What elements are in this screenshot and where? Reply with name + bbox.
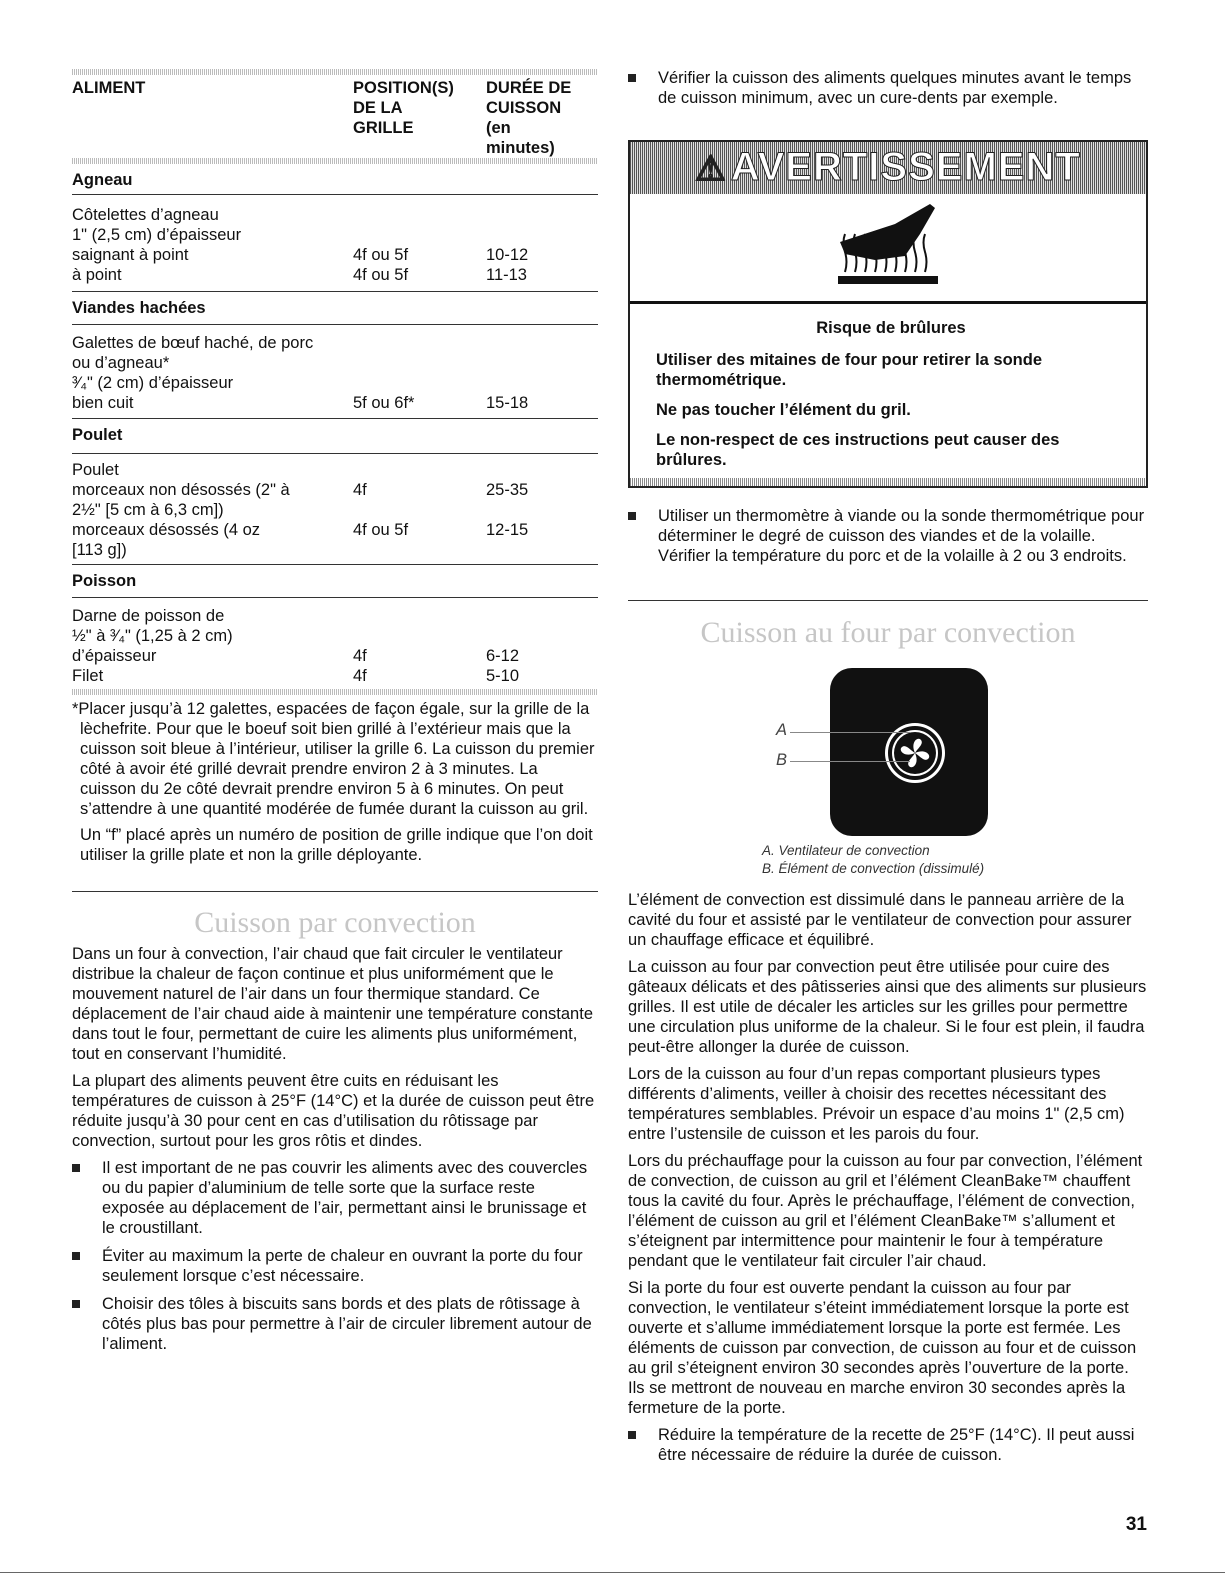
page-bottom-rule (0, 1572, 1225, 1573)
bullet-item: Réduire la température de la recette de 25°F (14°C). Il peut aussi être nécessaire de réduire la durée de cuisson. (628, 1425, 1148, 1465)
bullet-square-icon (72, 1252, 80, 1260)
footnote-star: *Placer jusqu’à 12 galettes, espacées de façon égale, sur la grille de la lèchefrite. Pour que le boeuf soit bien grillé à l’extérieur mais que la cuisson soit bleue à l’intérieur, utiliser la grille 6. La cuisson du premier côté à avoir été grillé devrait prendre environ 2 à 3 minutes. La cuisson du 2e côté devrait prendre environ 5 à 6 minutes. On peut s’attendre à une quantité modérée de fumée durant la cuisson au gril. (72, 700, 595, 818)
convection-section (72, 906, 598, 1362)
burn-hazard-icon (630, 194, 1146, 304)
warning-box (628, 140, 1148, 488)
bullet-square-icon (72, 1164, 80, 1172)
convection-fan-figure (768, 668, 1008, 838)
table-bottom-rule (72, 689, 598, 695)
table-top-rule (72, 69, 598, 75)
leader-line-b (790, 761, 910, 762)
section-divider (72, 891, 598, 892)
table-row: [113 g]) (72, 541, 127, 559)
table-header (72, 78, 598, 158)
fan-icon (888, 726, 942, 780)
warning-triangle-icon: ⚠ (695, 150, 727, 188)
table-row: Côtelettes d’agneau (72, 206, 219, 224)
warning-body (630, 304, 1146, 470)
table-row: 2½" [5 cm à 6,3 cm]) (72, 501, 224, 519)
figure-captions (762, 842, 1102, 878)
bullet-square-icon (628, 1431, 636, 1439)
bullet-square-icon (72, 1300, 80, 1308)
table-row: Poulet (72, 461, 119, 479)
body-paragraph: L’élément de convection est dissimulé dans le panneau arrière de la cavité du four et assisté par le ventilateur de convection pour assurer un chauffage efficace et équilibré. (628, 891, 1132, 949)
table-row: Galettes de bœuf haché, de porc (72, 334, 314, 352)
group-title: Viandes hachées (72, 299, 206, 317)
table-group-poisson (72, 564, 598, 686)
bullet-item: Éviter au maximum la perte de chaleur en ouvrant la porte du four seulement lorsque c’est nécessaire. (72, 1246, 598, 1286)
warning-line: Ne pas toucher l’élément du gril. (656, 401, 911, 419)
footnote-f: Un “f” placé après un numéro de position de grille indique que l’on doit utiliser la grille plate et non la grille déployante. (80, 826, 593, 864)
body-paragraph: Lors de la cuisson au four d’un repas comportant plusieurs types différents d’aliments, veiller à choisir des recettes nécessitant des températures semblables. Prévoir un espace d’au moins 1" (2,5 cm) entre l’ustensile de cuisson et les parois du four. (628, 1065, 1125, 1143)
bullet-item: Vérifier la cuisson des aliments quelques minutes avant le temps de cuisson minimum, avec un cure-dents par exemple. (628, 68, 1148, 108)
table-row: saignant à point 4f ou 5f 10-12 (72, 246, 529, 264)
bullet-item: Choisir des tôles à biscuits sans bords et des plats de rôtissage à côtés plus bas pour permettre à l’air de circuler librement autour de l’aliment. (72, 1294, 598, 1354)
convection-paragraph: La plupart des aliments peuvent être cuits en réduisant les températures de cuisson à 25°F (14°C) et la durée de cuisson peut être réduite jusqu’à 30 pour cent en cas d’utilisation du rôtissage par convection, surtout pour les gros rôtis et dindes. (72, 1072, 595, 1150)
group-title: Agneau (72, 171, 133, 189)
bullet-square-icon (628, 512, 636, 520)
warning-line: Le non-respect de ces instructions peut causer des brûlures. (656, 431, 1060, 469)
caption-a: A. Ventilateur de convection (762, 843, 930, 858)
section-divider (628, 600, 1148, 601)
header-aliment: ALIMENT (72, 79, 146, 97)
table-row: ³⁄₄" (2 cm) d’épaisseur (72, 374, 234, 392)
table-row: bien cuit 5f ou 6f* 15-18 (72, 394, 529, 412)
leader-line-a (790, 732, 910, 733)
table-row: Filet 4f 5-10 (72, 667, 520, 685)
table-group-viandes (72, 291, 598, 413)
section-title-convection: Cuisson par convection (194, 906, 476, 939)
table-group-poulet (72, 418, 598, 560)
table-row: 1" (2,5 cm) d’épaisseur (72, 226, 242, 244)
bullet-item: Il est important de ne pas couvrir les aliments avec des couvercles ou du papier d’aluminium de telle sorte que la surface reste exposée au déplacement de l’air, permettant ainsi le brunissage et le croustillant. (72, 1158, 598, 1238)
table-footnotes (72, 699, 598, 865)
header-duree: DURÉE DE CUISSON (en minutes) (486, 79, 572, 157)
warning-bottom-rule (630, 478, 1146, 486)
body-paragraph: Si la porte du four est ouverte pendant la cuisson au four par convection, le ventilateur s’éteint immédiatement lorsque la porte est ouverte et s’allume immédiatement lorsque la porte est fermée. Les éléments de cuisson par convection, de cuisson au four et de cuisson au gril s’éteignent environ 30 secondes après l’ouverture de la porte. Ils se mettront de nouveau en marche environ 30 secondes après la fermeture de la porte. (628, 1279, 1137, 1417)
group-title: Poulet (72, 426, 123, 444)
table-row: ½" à ³⁄₄" (1,25 à 2 cm) (72, 627, 233, 645)
convection-paragraph: Dans un four à convection, l’air chaud que fait circuler le ventilateur distribue la chaleur de façon continue et plus uniformément que le mouvement naturel de l’air dans un four thermique standard. Ce déplacement de l’air chaud aide à maintenir une température constante dans tout le four, permettant de cuire les aliments plus uniformément, tout en conservant l’humidité. (72, 945, 593, 1063)
warning-risk: Risque de brûlures (816, 319, 966, 337)
section-title-four-convection: Cuisson au four par convection (700, 616, 1076, 649)
table-group-agneau (72, 168, 598, 285)
table-row: morceaux désossés (4 oz 4f ou 5f 12-15 (72, 521, 529, 539)
page-number: 31 (1125, 1514, 1147, 1535)
table-header-rule (72, 158, 598, 164)
right-column (628, 0, 1148, 1585)
body-paragraph: Lors du préchauffage pour la cuisson au four par convection, l’élément de convection, de cuisson au gril et l’élément CleanBake™ chauffent tous la cavité du four. Après le préchauffage, l’élément de convection, l’élément de cuisson au gril et l’élément CleanBake™ s’allument et s’éteignent par intermittence pour maintenir le four à température pendant que le ventilateur fait circuler l’air chaud. (628, 1152, 1143, 1270)
warning-line: Utiliser des mitaines de four pour retirer la sonde thermométrique. (656, 351, 1043, 389)
bullet-item: Utiliser un thermomètre à viande ou la sonde thermométrique pour déterminer le degré de cuisson des viandes et de la volaille. Vérifier la température du porc et de la volaille à 2 ou 3 endroits. (628, 506, 1148, 566)
table-row: d’épaisseur 4f 6-12 (72, 647, 520, 665)
table-row: à point 4f ou 5f 11-13 (72, 266, 527, 284)
left-column (72, 0, 598, 1585)
bullet-square-icon (628, 74, 636, 82)
warning-header (630, 142, 1146, 194)
table-row: ou d’agneau* (72, 354, 170, 372)
caption-b: B. Élément de convection (dissimulé) (762, 861, 985, 876)
table-row: morceaux non désossés (2" à 4f 25-35 (72, 481, 529, 499)
group-title: Poisson (72, 572, 137, 590)
label-a: A (776, 721, 788, 739)
label-b: B (776, 751, 788, 769)
warning-title: AVERTISSEMENT (730, 145, 1081, 189)
right-body (628, 890, 1148, 1473)
body-paragraph: La cuisson au four par convection peut être utilisée pour cuire des gâteaux délicats et des pâtisseries ainsi que des aliments sur plusieurs grilles. Il est utile de décaler les articles sur les grilles pour permettre une circulation plus uniforme de la chaleur. Si le four est plein, il faudra peut-être allonger la durée de cuisson. (628, 958, 1147, 1056)
header-position: POSITION(S) DE LA GRILLE (353, 79, 454, 137)
table-row: Darne de poisson de (72, 607, 225, 625)
